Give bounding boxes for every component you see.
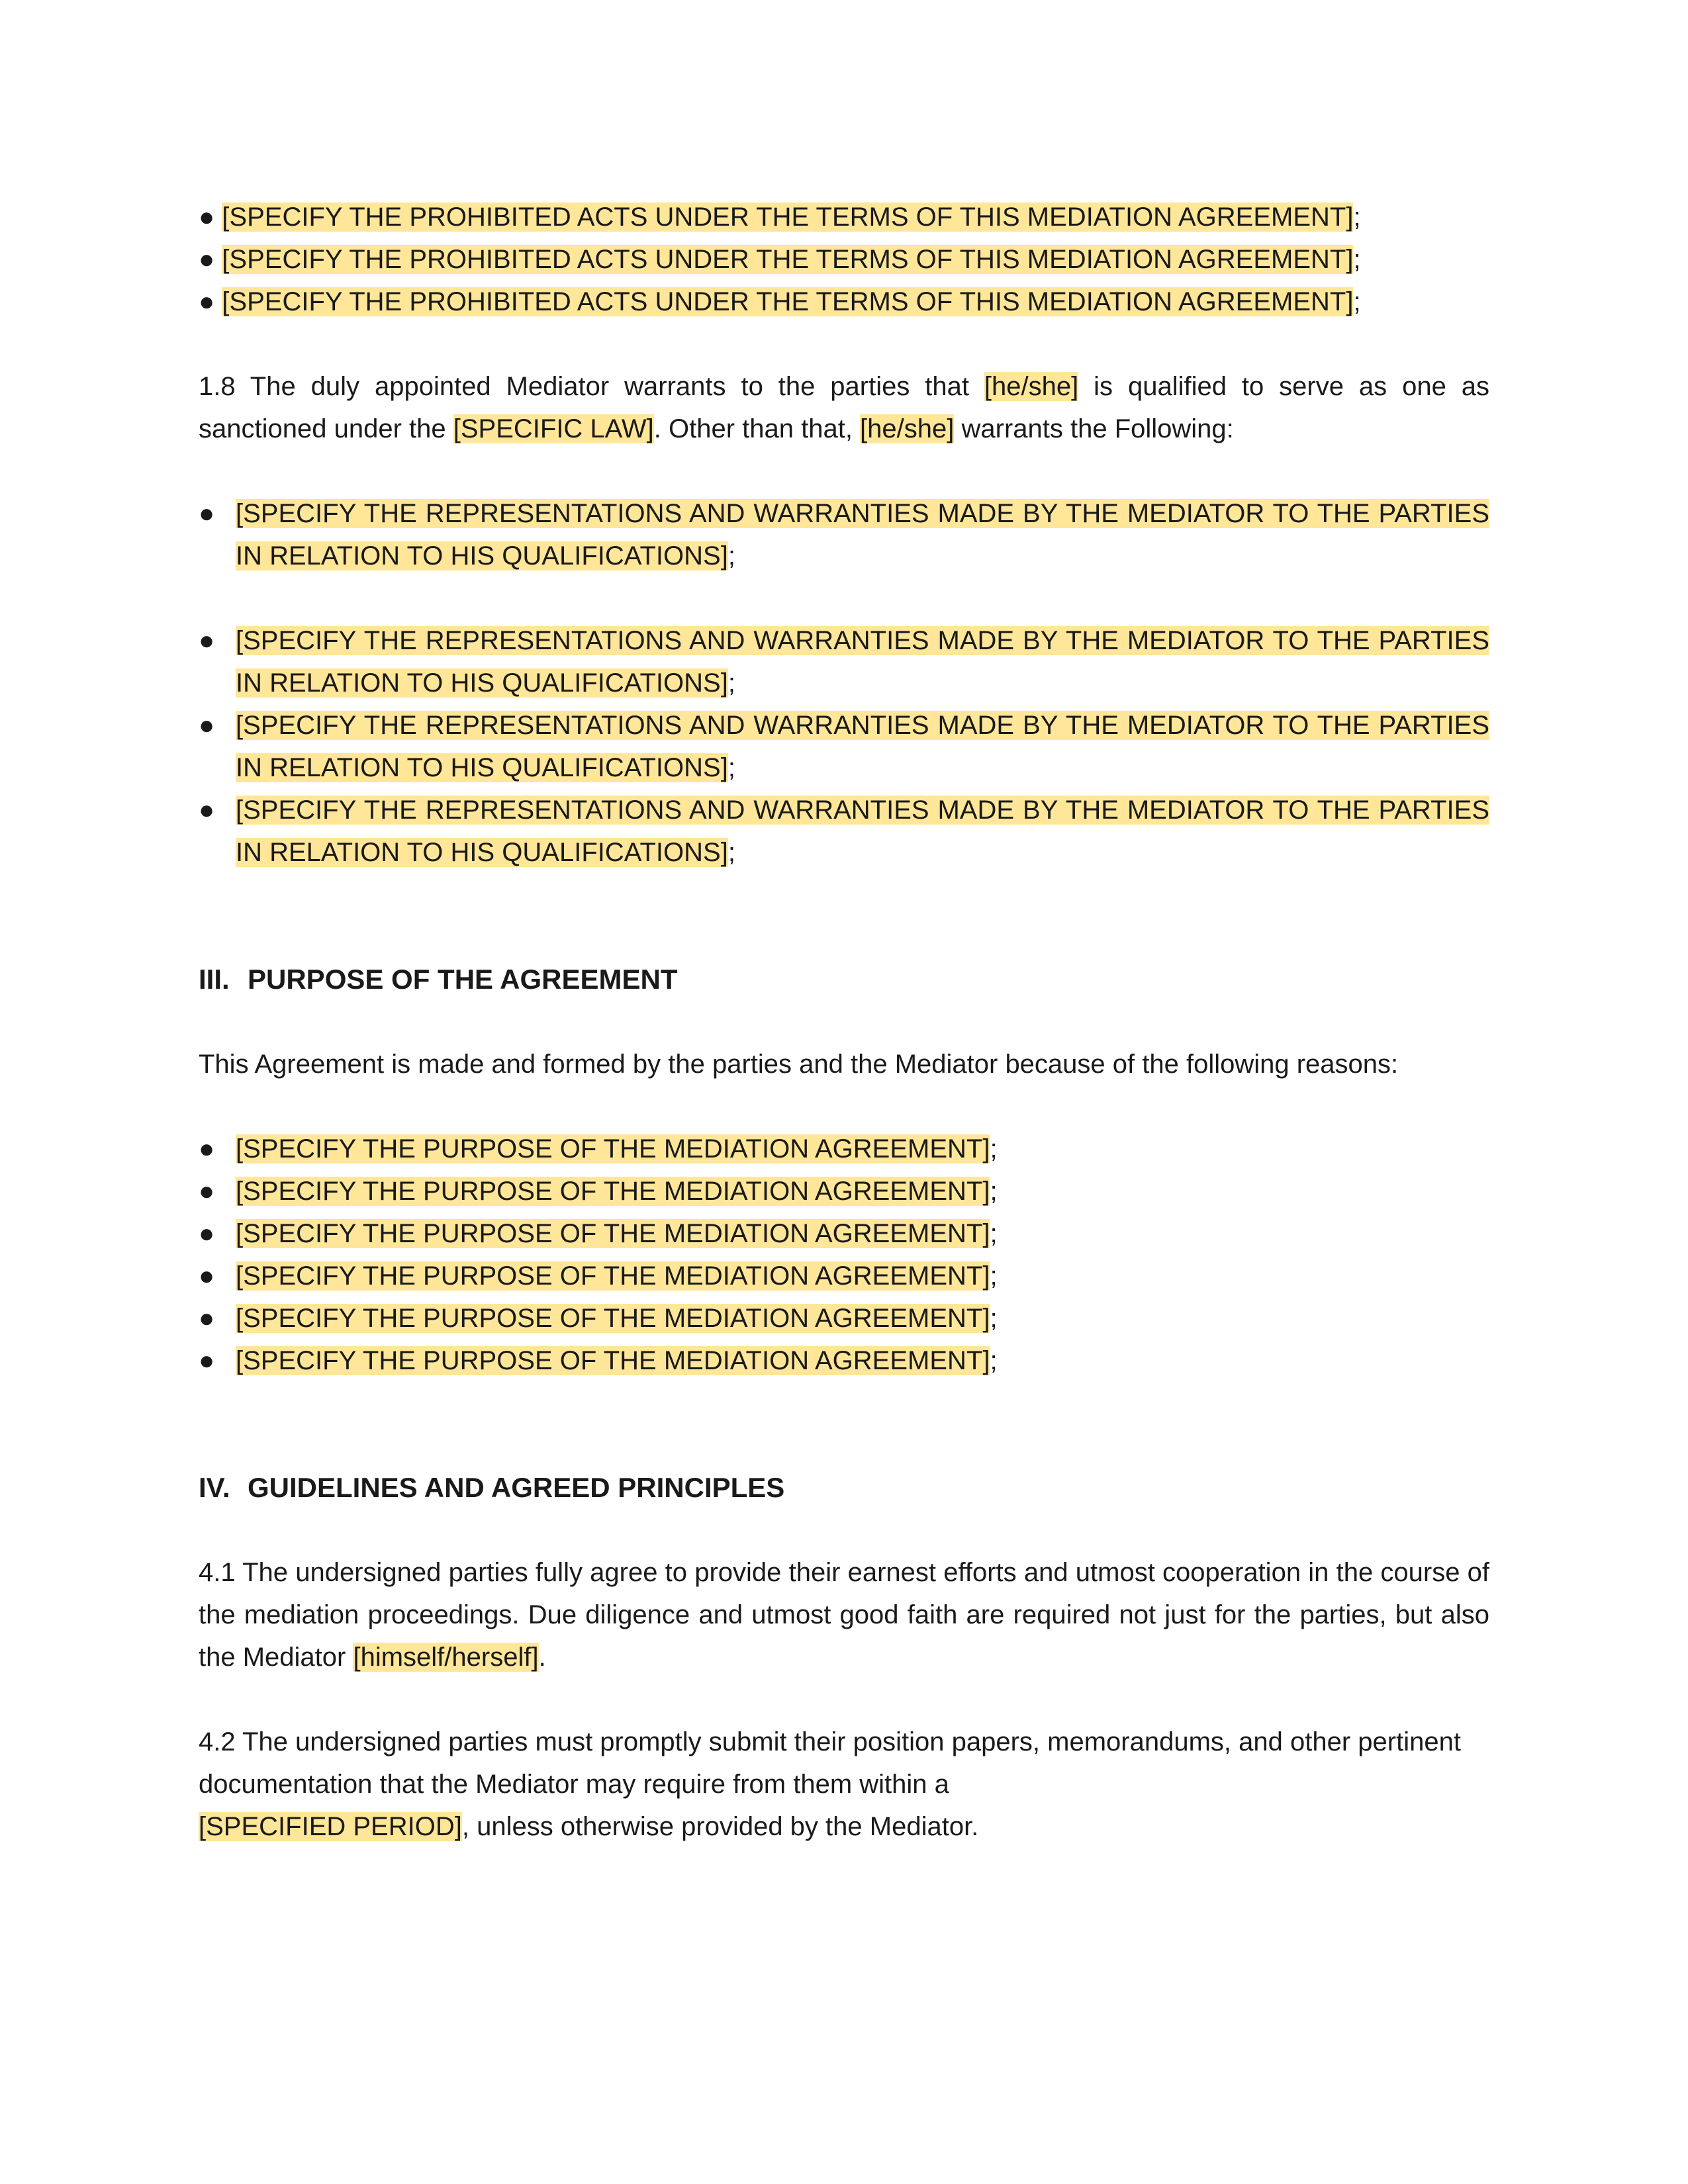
- clause-text: .: [538, 1643, 546, 1672]
- clause-4-1: [199, 1551, 1489, 1678]
- bullet-icon: ●: [199, 626, 215, 655]
- list-item-suffix: ;: [727, 753, 735, 782]
- list-item: [199, 196, 1489, 238]
- list-item: [199, 281, 1489, 323]
- placeholder-field[interactable]: [SPECIFY THE PROHIBITED ACTS UNDER THE TERMS OF THIS MEDIATION AGREEMENT]: [222, 287, 1354, 316]
- spacer: [199, 1678, 1489, 1721]
- list-item: [199, 704, 1489, 789]
- placeholder-field[interactable]: [SPECIFY THE PURPOSE OF THE MEDIATION AGREEMENT]: [236, 1134, 990, 1163]
- list-item: [199, 1255, 1489, 1297]
- clause-text: is qualified to serve as one as sanctioned under the: [199, 372, 1489, 443]
- list-item: [199, 1212, 1489, 1255]
- list-item-suffix: ;: [990, 1304, 998, 1333]
- list-item-suffix: ;: [727, 668, 735, 698]
- warranties-list: [199, 492, 1489, 874]
- section-title: GUIDELINES AND AGREED PRINCIPLES: [248, 1472, 785, 1503]
- document-page: [199, 196, 1489, 1848]
- spacer: [199, 1001, 1489, 1043]
- placeholder-field[interactable]: [SPECIFY THE PURPOSE OF THE MEDIATION AGREEMENT]: [236, 1304, 990, 1333]
- list-item-suffix: ;: [990, 1346, 998, 1375]
- bullet-icon: ●: [199, 1346, 215, 1375]
- list-item-suffix: ;: [990, 1177, 998, 1206]
- list-item: [199, 789, 1489, 874]
- clause-1-8: [199, 365, 1489, 450]
- list-item-suffix: ;: [1353, 287, 1361, 316]
- list-item: [199, 1128, 1489, 1170]
- list-item-suffix: ;: [990, 1134, 998, 1163]
- clause-4-2: [199, 1721, 1489, 1848]
- placeholder-field[interactable]: [he/she]: [984, 372, 1079, 401]
- spacer: [199, 1085, 1489, 1128]
- section-number: III.: [199, 964, 230, 995]
- clause-text: , unless otherwise provided by the Mediator.: [461, 1812, 979, 1841]
- placeholder-field[interactable]: [SPECIFY THE PURPOSE OF THE MEDIATION AGREEMENT]: [236, 1346, 990, 1375]
- list-item: [199, 619, 1489, 704]
- bullet-icon: ●: [199, 796, 215, 825]
- list-item: [199, 492, 1489, 577]
- purpose-intro: This Agreement is made and formed by the parties and the Mediator because of the following reasons:: [199, 1050, 1399, 1079]
- spacer: [199, 874, 1489, 958]
- placeholder-field[interactable]: [SPECIFIC LAW]: [453, 414, 654, 443]
- section-heading-purpose: [199, 958, 1489, 1001]
- bullet-icon: ●: [199, 1219, 215, 1248]
- list-item-suffix: ;: [1353, 203, 1361, 232]
- placeholder-field[interactable]: [himself/herself]: [353, 1643, 539, 1672]
- list-item-suffix: ;: [727, 541, 735, 570]
- placeholder-field[interactable]: [SPECIFIED PERIOD]: [199, 1812, 462, 1841]
- placeholder-field[interactable]: [SPECIFY THE PURPOSE OF THE MEDIATION AGREEMENT]: [236, 1177, 990, 1206]
- placeholder-field[interactable]: [SPECIFY THE REPRESENTATIONS AND WARRANTIES MADE BY THE MEDIATOR TO THE PARTIES IN RELATION TO HIS QUALIFICATIONS]: [236, 796, 1489, 867]
- placeholder-field[interactable]: [SPECIFY THE REPRESENTATIONS AND WARRANTIES MADE BY THE MEDIATOR TO THE PARTIES IN RELATION TO HIS QUALIFICATIONS]: [236, 626, 1489, 698]
- list-item-suffix: ;: [990, 1219, 998, 1248]
- prohibited-acts-list: [199, 196, 1489, 323]
- bullet-icon: ●: [199, 1177, 215, 1206]
- clause-text: 1.8 The duly appointed Mediator warrants to the parties that: [199, 372, 984, 401]
- list-item: [199, 1170, 1489, 1212]
- bullet-icon: ●: [199, 203, 215, 232]
- clause-text: . Other than that,: [653, 414, 861, 443]
- bullet-icon: ●: [199, 1304, 215, 1333]
- clause-text: warrants the Following:: [954, 414, 1234, 443]
- spacer: [199, 1382, 1489, 1467]
- spacer: [199, 450, 1489, 492]
- list-item: [199, 1297, 1489, 1340]
- placeholder-field[interactable]: [SPECIFY THE PURPOSE OF THE MEDIATION AGREEMENT]: [236, 1219, 990, 1248]
- list-item-suffix: ;: [1353, 245, 1361, 274]
- list-item: [199, 238, 1489, 281]
- placeholder-field[interactable]: [SPECIFY THE PROHIBITED ACTS UNDER THE TERMS OF THIS MEDIATION AGREEMENT]: [222, 203, 1354, 232]
- placeholder-field[interactable]: [he/she]: [860, 414, 955, 443]
- clause-text: 4.1 The undersigned parties fully agree to provide their earnest efforts and utmost cooperation in the course of the mediation proceedings. Due diligence and utmost good faith are required not just for the parties, but also the Mediator: [199, 1558, 1489, 1672]
- section-number: IV.: [199, 1472, 230, 1503]
- section-heading-guidelines: [199, 1467, 1489, 1509]
- placeholder-field[interactable]: [SPECIFY THE REPRESENTATIONS AND WARRANTIES MADE BY THE MEDIATOR TO THE PARTIES IN RELATION TO HIS QUALIFICATIONS]: [236, 711, 1489, 782]
- placeholder-field[interactable]: [SPECIFY THE PURPOSE OF THE MEDIATION AGREEMENT]: [236, 1261, 990, 1291]
- bullet-icon: ●: [199, 1134, 215, 1163]
- placeholder-field[interactable]: [SPECIFY THE PROHIBITED ACTS UNDER THE TERMS OF THIS MEDIATION AGREEMENT]: [222, 245, 1354, 274]
- bullet-icon: ●: [199, 287, 215, 316]
- bullet-icon: ●: [199, 245, 215, 274]
- clause-text: 4.2 The undersigned parties must promptly submit their position papers, memorandums, and other pertinent documentation that the Mediator may require from them within a: [199, 1727, 1461, 1799]
- list-item: [199, 1340, 1489, 1382]
- purpose-list: [199, 1128, 1489, 1382]
- placeholder-field[interactable]: [SPECIFY THE REPRESENTATIONS AND WARRANTIES MADE BY THE MEDIATOR TO THE PARTIES IN RELATION TO HIS QUALIFICATIONS]: [236, 499, 1489, 570]
- spacer: [199, 1509, 1489, 1551]
- list-item-suffix: ;: [727, 838, 735, 867]
- bullet-icon: ●: [199, 1261, 215, 1291]
- section-title: PURPOSE OF THE AGREEMENT: [248, 964, 678, 995]
- spacer: [199, 323, 1489, 365]
- bullet-icon: ●: [199, 711, 215, 740]
- list-item-suffix: ;: [990, 1261, 998, 1291]
- bullet-icon: ●: [199, 499, 215, 528]
